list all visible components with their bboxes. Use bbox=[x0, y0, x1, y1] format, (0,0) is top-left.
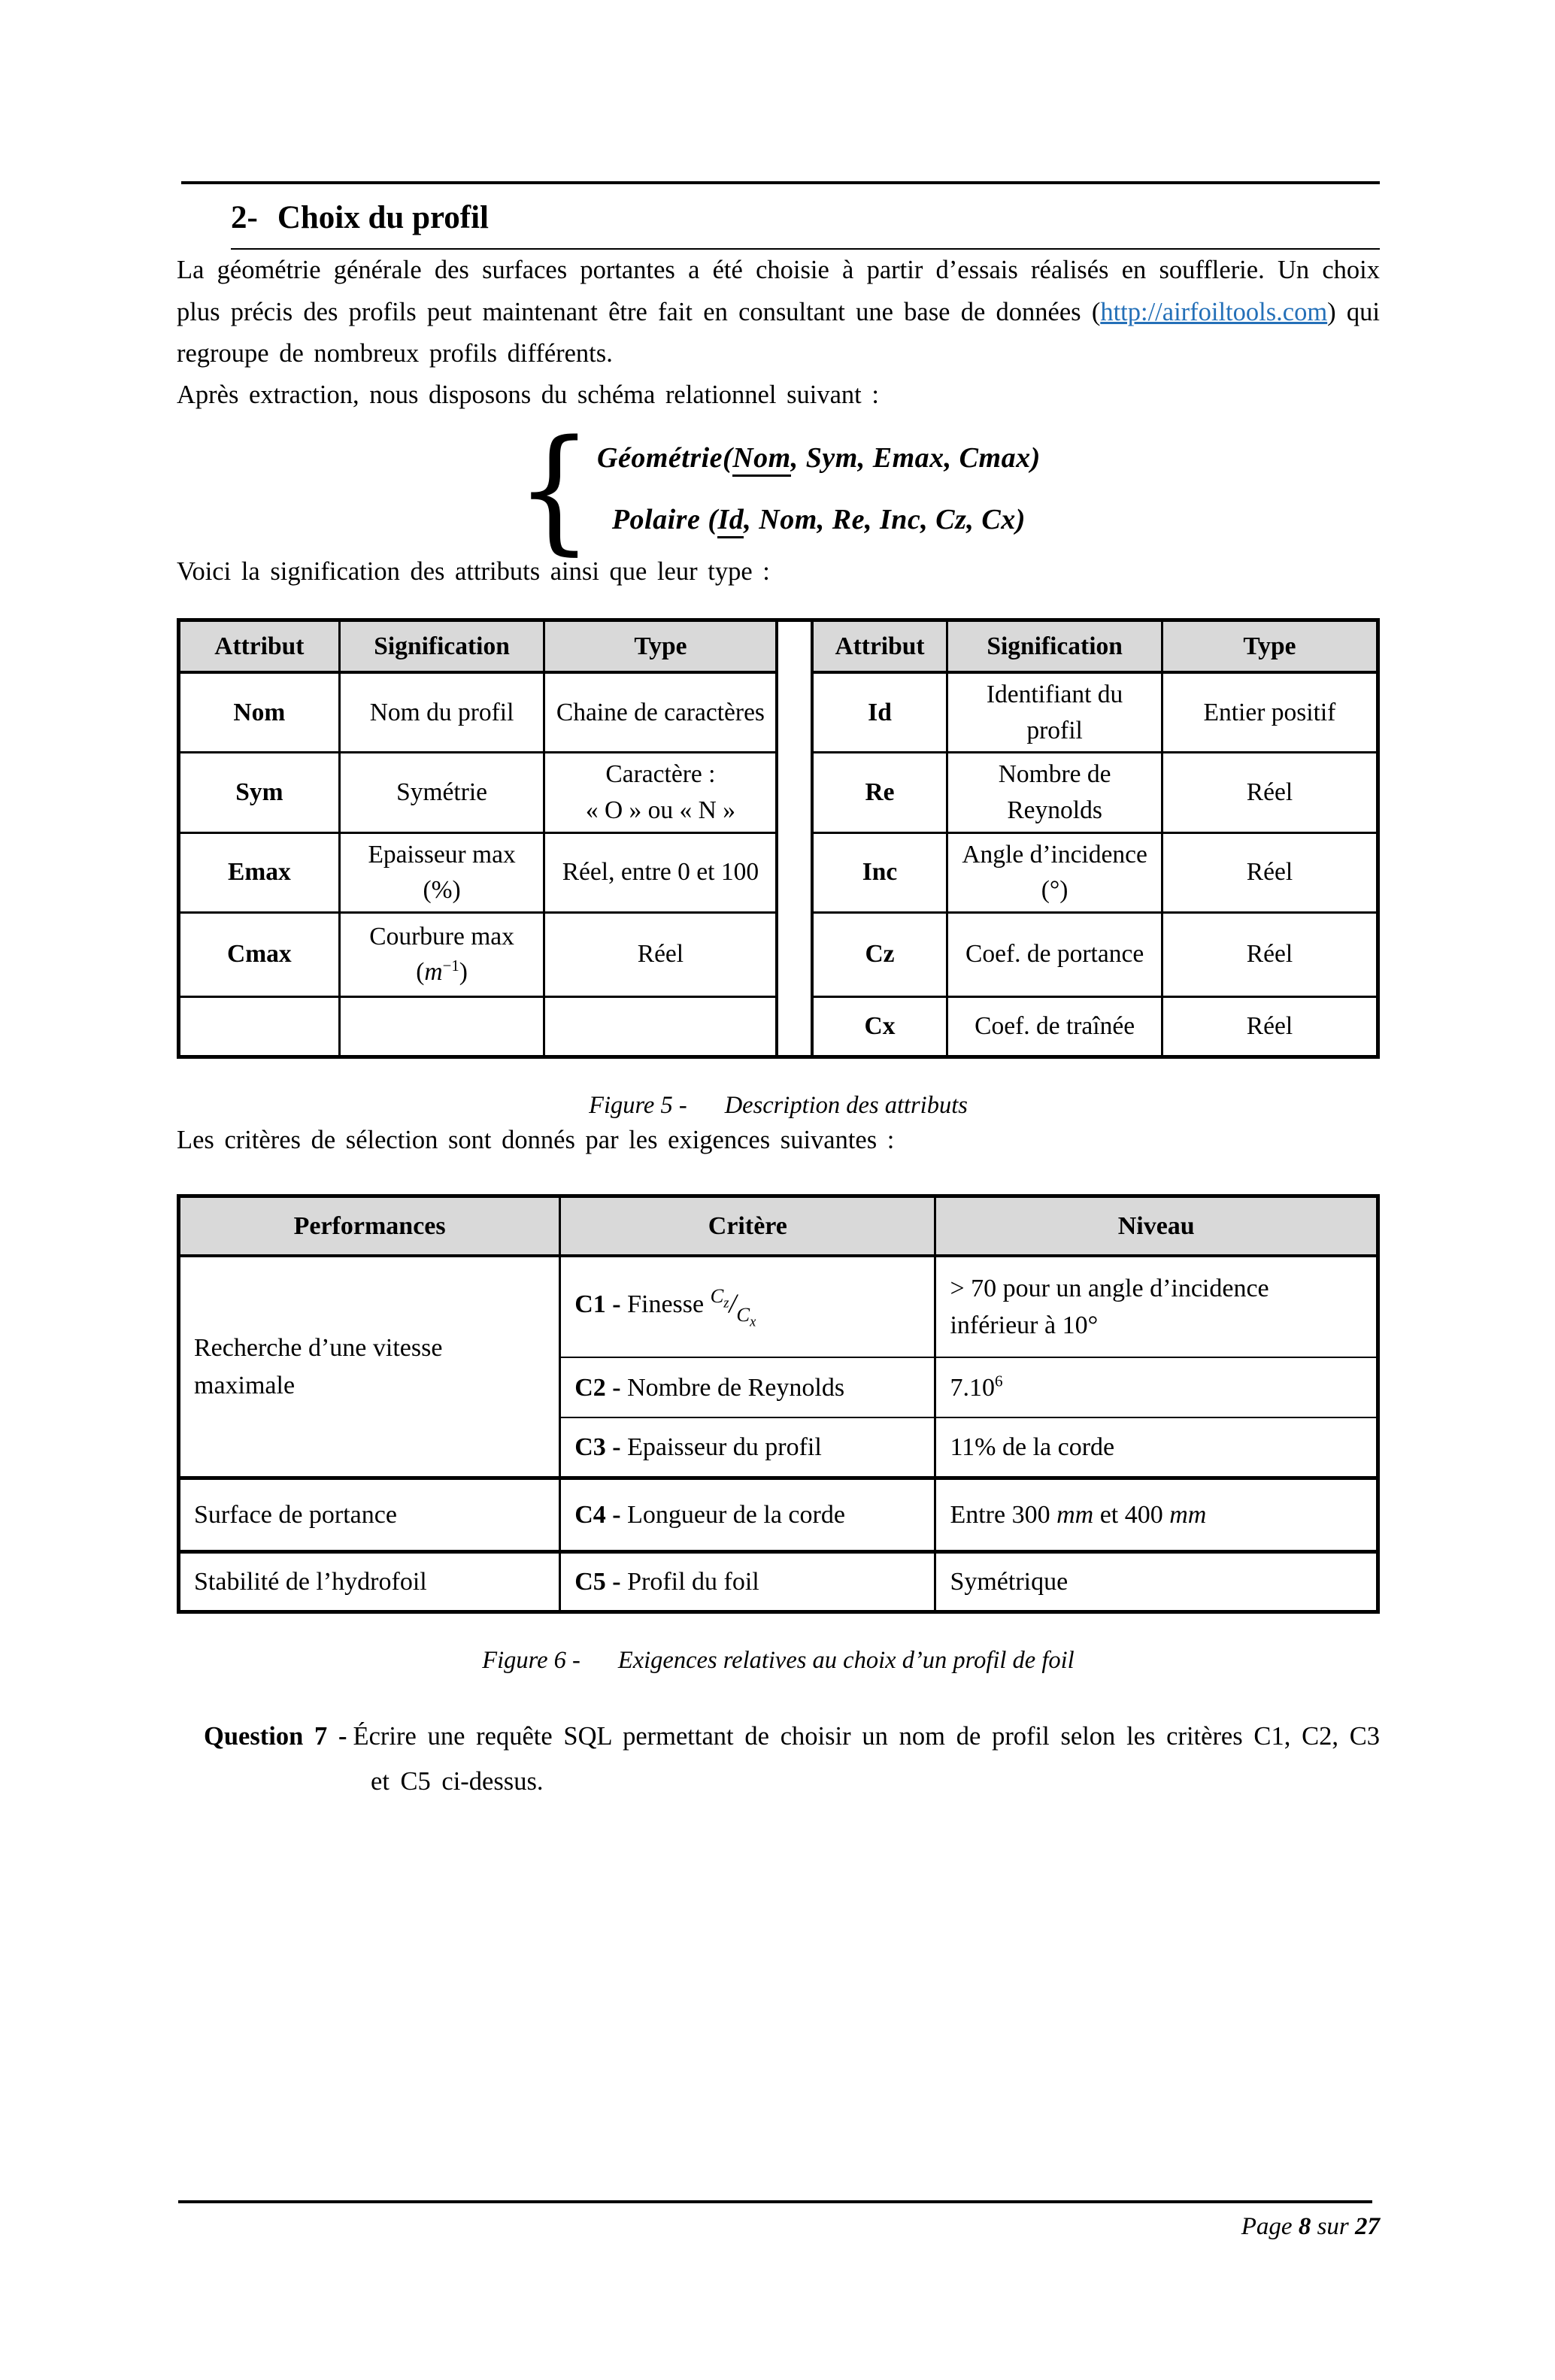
empty-cell bbox=[339, 996, 544, 1057]
level-cell-c1: > 70 pour un angle d’incidence inférieur à 10° bbox=[935, 1256, 1378, 1357]
section-number: 2- bbox=[231, 200, 258, 235]
current-page-number: 8 bbox=[1298, 2213, 1311, 2240]
type-line2: « O » ou « N » bbox=[585, 796, 735, 824]
sig-text-close: ) bbox=[459, 958, 468, 987]
column-header-niveau: Niveau bbox=[935, 1196, 1378, 1256]
question7-text: Écrire une requête SQL permettant de choisir un nom de profil selon les critères C1, C2, C3 et C5 ci-dessus. bbox=[353, 1721, 1380, 1796]
footer-rule bbox=[178, 2200, 1372, 2203]
attributes-table bbox=[177, 618, 1380, 1059]
page-word: Page bbox=[1241, 2213, 1293, 2240]
signification-cell: Identifiant du profil bbox=[947, 672, 1162, 753]
column-header-signification-right: Signification bbox=[947, 620, 1162, 672]
primary-key-nom: Nom bbox=[732, 442, 791, 477]
math-c: C bbox=[710, 1284, 724, 1308]
criterion-text: Finesse bbox=[620, 1290, 711, 1319]
math-sub-x: x bbox=[750, 1314, 756, 1330]
attribute-cell-cz: Cz bbox=[812, 912, 947, 996]
schema-lines bbox=[597, 428, 1041, 550]
level-text: Entre 300 bbox=[950, 1500, 1057, 1529]
schema-line-polaire bbox=[597, 490, 1041, 551]
signification-cell: Epaisseur max (%) bbox=[339, 832, 544, 912]
unit-mm: mm bbox=[1169, 1500, 1207, 1529]
sig-text: Courbure max ( bbox=[369, 922, 514, 987]
level-exponent: 6 bbox=[994, 1372, 1003, 1390]
figure6-caption bbox=[177, 1647, 1380, 1675]
attributes-intro-paragraph: Voici la signification des attributs ainsi que leur type : bbox=[177, 556, 770, 586]
intro-text-after-link: ) qui regroupe de nombreux profils différents. bbox=[177, 297, 1380, 368]
criteria-table bbox=[177, 1194, 1380, 1614]
schema-line-geometrie bbox=[597, 428, 1041, 490]
performance-cell-surface: Surface de portance bbox=[179, 1478, 560, 1551]
signification-cell: Coef. de traînée bbox=[947, 996, 1162, 1057]
polaire-relation-name: Polaire ( bbox=[611, 503, 718, 535]
attribute-cell-emax: Emax bbox=[179, 832, 340, 912]
attribute-cell-inc: Inc bbox=[812, 832, 947, 912]
attribute-cell-nom: Nom bbox=[179, 672, 340, 753]
geometrie-attributes: , Sym, Emax, Cmax) bbox=[790, 442, 1041, 474]
type-cell: Réel bbox=[1162, 912, 1378, 996]
criterion-label-c5: C5 - bbox=[574, 1567, 621, 1596]
type-cell: Réel, entre 0 et 100 bbox=[544, 832, 777, 912]
criterion-cell-c1 bbox=[560, 1256, 935, 1357]
exponent: −1 bbox=[442, 957, 459, 975]
section-title: Choix du profil bbox=[277, 200, 490, 235]
criterion-cell-c5 bbox=[560, 1551, 935, 1611]
signification-cell: Angle d’incidence (°) bbox=[947, 832, 1162, 912]
criteria-row-c5 bbox=[179, 1551, 1378, 1611]
unit-mm: mm bbox=[1056, 1500, 1094, 1529]
geometrie-relation-name: Géométrie( bbox=[597, 442, 733, 474]
type-cell: Chaine de caractères bbox=[544, 672, 777, 753]
type-cell: Réel bbox=[1162, 753, 1378, 832]
performance-cell-speed: Recherche d’une vitesse maximale bbox=[179, 1256, 560, 1478]
criterion-cell-c3 bbox=[560, 1417, 935, 1478]
type-cell: Réel bbox=[1162, 832, 1378, 912]
page-number bbox=[1241, 2213, 1380, 2241]
criterion-cell-c2 bbox=[560, 1357, 935, 1417]
criterion-text: Nombre de Reynolds bbox=[620, 1373, 845, 1402]
level-value: 7.10 bbox=[950, 1373, 995, 1402]
column-header-attribut-right: Attribut bbox=[812, 620, 947, 672]
column-header-signification-left: Signification bbox=[339, 620, 544, 672]
figure5-title: Description des attributs bbox=[724, 1091, 968, 1119]
polaire-attributes: , Nom, Re, Inc, Cz, Cx) bbox=[744, 503, 1026, 535]
type-cell: Entier positif bbox=[1162, 672, 1378, 753]
math-c: C bbox=[736, 1303, 750, 1326]
schema-intro-paragraph: Après extraction, nous disposons du schéma relationnel suivant : bbox=[177, 380, 879, 409]
fraction-slash: / bbox=[729, 1288, 737, 1319]
relational-schema-formula bbox=[177, 410, 1380, 568]
signification-cell: Nom du profil bbox=[339, 672, 544, 753]
figure5-label: Figure 5 - bbox=[589, 1091, 687, 1119]
attribute-cell-cx: Cx bbox=[812, 996, 947, 1057]
column-header-attribut-left: Attribut bbox=[179, 620, 340, 672]
figure6-label: Figure 6 - bbox=[482, 1646, 580, 1674]
cz-cx-fraction bbox=[710, 1284, 756, 1330]
level-cell-c5: Symétrique bbox=[935, 1551, 1378, 1611]
signification-cell: Symétrie bbox=[339, 753, 544, 832]
criteria-table-header-row bbox=[179, 1196, 1378, 1256]
column-header-critere: Critère bbox=[560, 1196, 935, 1256]
figure6-title: Exigences relatives au choix d’un profil de foil bbox=[617, 1646, 1075, 1674]
intro-paragraph bbox=[177, 250, 1380, 374]
criterion-cell-c4 bbox=[560, 1478, 935, 1551]
criterion-label-c2: C2 - bbox=[574, 1373, 621, 1402]
signification-cell: Coef. de portance bbox=[947, 912, 1162, 996]
intro-text-before-link: La géométrie générale des surfaces portantes a été choisie à partir d’essais réalisés en soufflerie. Un choix plus précis des profils peut maintenant être fait en consultant une base de données ( bbox=[177, 256, 1380, 326]
signification-cell bbox=[339, 912, 544, 996]
criteria-row-c4 bbox=[179, 1478, 1378, 1551]
header-rule bbox=[181, 181, 1380, 184]
fraction-denominator bbox=[736, 1303, 756, 1330]
criteria-intro-paragraph: Les critères de sélection sont donnés par les exigences suivantes : bbox=[177, 1125, 895, 1154]
left-brace-glyph: { bbox=[516, 410, 593, 568]
criterion-text: Longueur de la corde bbox=[620, 1500, 845, 1529]
airfoiltools-link[interactable]: http://airfoiltools.com bbox=[1100, 297, 1328, 326]
column-header-type-left: Type bbox=[544, 620, 777, 672]
attribute-cell-re: Re bbox=[812, 753, 947, 832]
table-gap-column bbox=[777, 620, 811, 1057]
empty-cell bbox=[544, 996, 777, 1057]
section-heading bbox=[231, 199, 1380, 250]
criterion-text: Epaisseur du profil bbox=[620, 1433, 822, 1461]
type-cell: Réel bbox=[1162, 996, 1378, 1057]
type-cell: Réel bbox=[544, 912, 777, 996]
performance-cell-stability: Stabilité de l’hydrofoil bbox=[179, 1551, 560, 1611]
attributes-table-header-row bbox=[179, 620, 1378, 672]
math-sub-z: z bbox=[723, 1295, 729, 1311]
question7 bbox=[204, 1714, 1380, 1805]
fraction-numerator bbox=[710, 1284, 729, 1311]
level-cell-c4 bbox=[935, 1478, 1378, 1551]
sur-word: sur bbox=[1317, 2213, 1349, 2240]
criteria-row-c1 bbox=[179, 1256, 1378, 1357]
type-cell bbox=[544, 753, 777, 832]
attribute-cell-cmax: Cmax bbox=[179, 912, 340, 996]
total-page-number: 27 bbox=[1355, 2213, 1380, 2240]
level-cell-c3: 11% de la corde bbox=[935, 1417, 1378, 1478]
type-line1: Caractère : bbox=[605, 760, 716, 789]
signification-cell: Nombre de Reynolds bbox=[947, 753, 1162, 832]
column-header-performances: Performances bbox=[179, 1196, 560, 1256]
criterion-label-c1: C1 - bbox=[574, 1290, 621, 1319]
level-text: et 400 bbox=[1093, 1500, 1170, 1529]
attribute-cell-sym: Sym bbox=[179, 753, 340, 832]
primary-key-id: Id bbox=[717, 504, 744, 538]
level-cell-c2 bbox=[935, 1357, 1378, 1417]
document-page bbox=[0, 181, 1555, 1805]
math-variable-m: m bbox=[424, 958, 443, 987]
criterion-label-c4: C4 - bbox=[574, 1500, 621, 1529]
criterion-label-c3: C3 - bbox=[574, 1433, 621, 1461]
criterion-text: Profil du foil bbox=[620, 1567, 759, 1596]
question7-label: Question 7 - bbox=[204, 1721, 347, 1751]
figure5-caption bbox=[177, 1092, 1380, 1120]
attribute-cell-id: Id bbox=[812, 672, 947, 753]
empty-cell bbox=[179, 996, 340, 1057]
column-header-type-right: Type bbox=[1162, 620, 1378, 672]
